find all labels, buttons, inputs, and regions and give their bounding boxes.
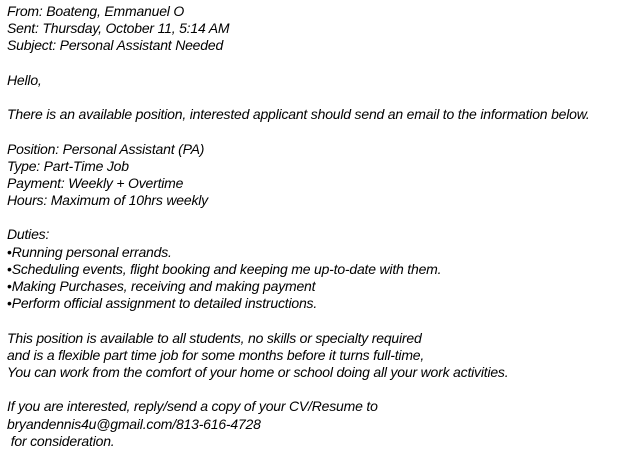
duty-text: Making Purchases, receiving and making payment (11, 278, 316, 294)
duty-text: Scheduling events, flight booking and keeping me up-to-date with them. (11, 260, 442, 277)
duties-heading: Duties: (7, 226, 50, 243)
duty-item (7, 244, 639, 261)
greeting: Hello, (7, 71, 42, 88)
spacer (7, 55, 639, 72)
duty-item (7, 278, 639, 295)
spacer (7, 89, 639, 106)
position-line: Position: Personal Assistant (PA) (7, 140, 205, 157)
hours-line: Hours: Maximum of 10hrs weekly (7, 192, 208, 209)
duty-text: Perform official assignment to detailed instructions. (11, 295, 318, 312)
type-line: Type: Part-Time Job (7, 157, 129, 174)
contact-line: If you are interested, reply/send a copy of your CV/Resume to (7, 398, 378, 415)
availability-line: and is a flexible part time job for some months before it turns full-time, (7, 346, 425, 363)
sent-line: Sent: Thursday, October 11, 5:14 AM (7, 20, 230, 37)
subject-line: Subject: Personal Assistant Needed (7, 37, 224, 54)
duty-item (7, 261, 639, 278)
spacer (7, 209, 639, 226)
spacer (7, 381, 639, 398)
email-message (7, 3, 639, 450)
duty-item (7, 295, 639, 312)
contact-closing: for consideration. (7, 432, 115, 449)
from-line: From: Boateng, Emmanuel O (7, 3, 185, 19)
spacer (7, 123, 639, 140)
spacer (7, 312, 639, 329)
availability-line: This position is available to all students, no skills or specialty required (7, 329, 422, 346)
availability-line: You can work from the comfort of your home or school doing all your work activities. (7, 363, 509, 380)
duty-text: Running personal errands. (11, 243, 172, 260)
intro-paragraph: There is an available position, interested applicant should send an email to the information below. (7, 106, 590, 123)
contact-email-phone: bryandennis4u@gmail.com/813-616-4728 (7, 415, 261, 432)
payment-line: Payment: Weekly + Overtime (7, 174, 184, 191)
